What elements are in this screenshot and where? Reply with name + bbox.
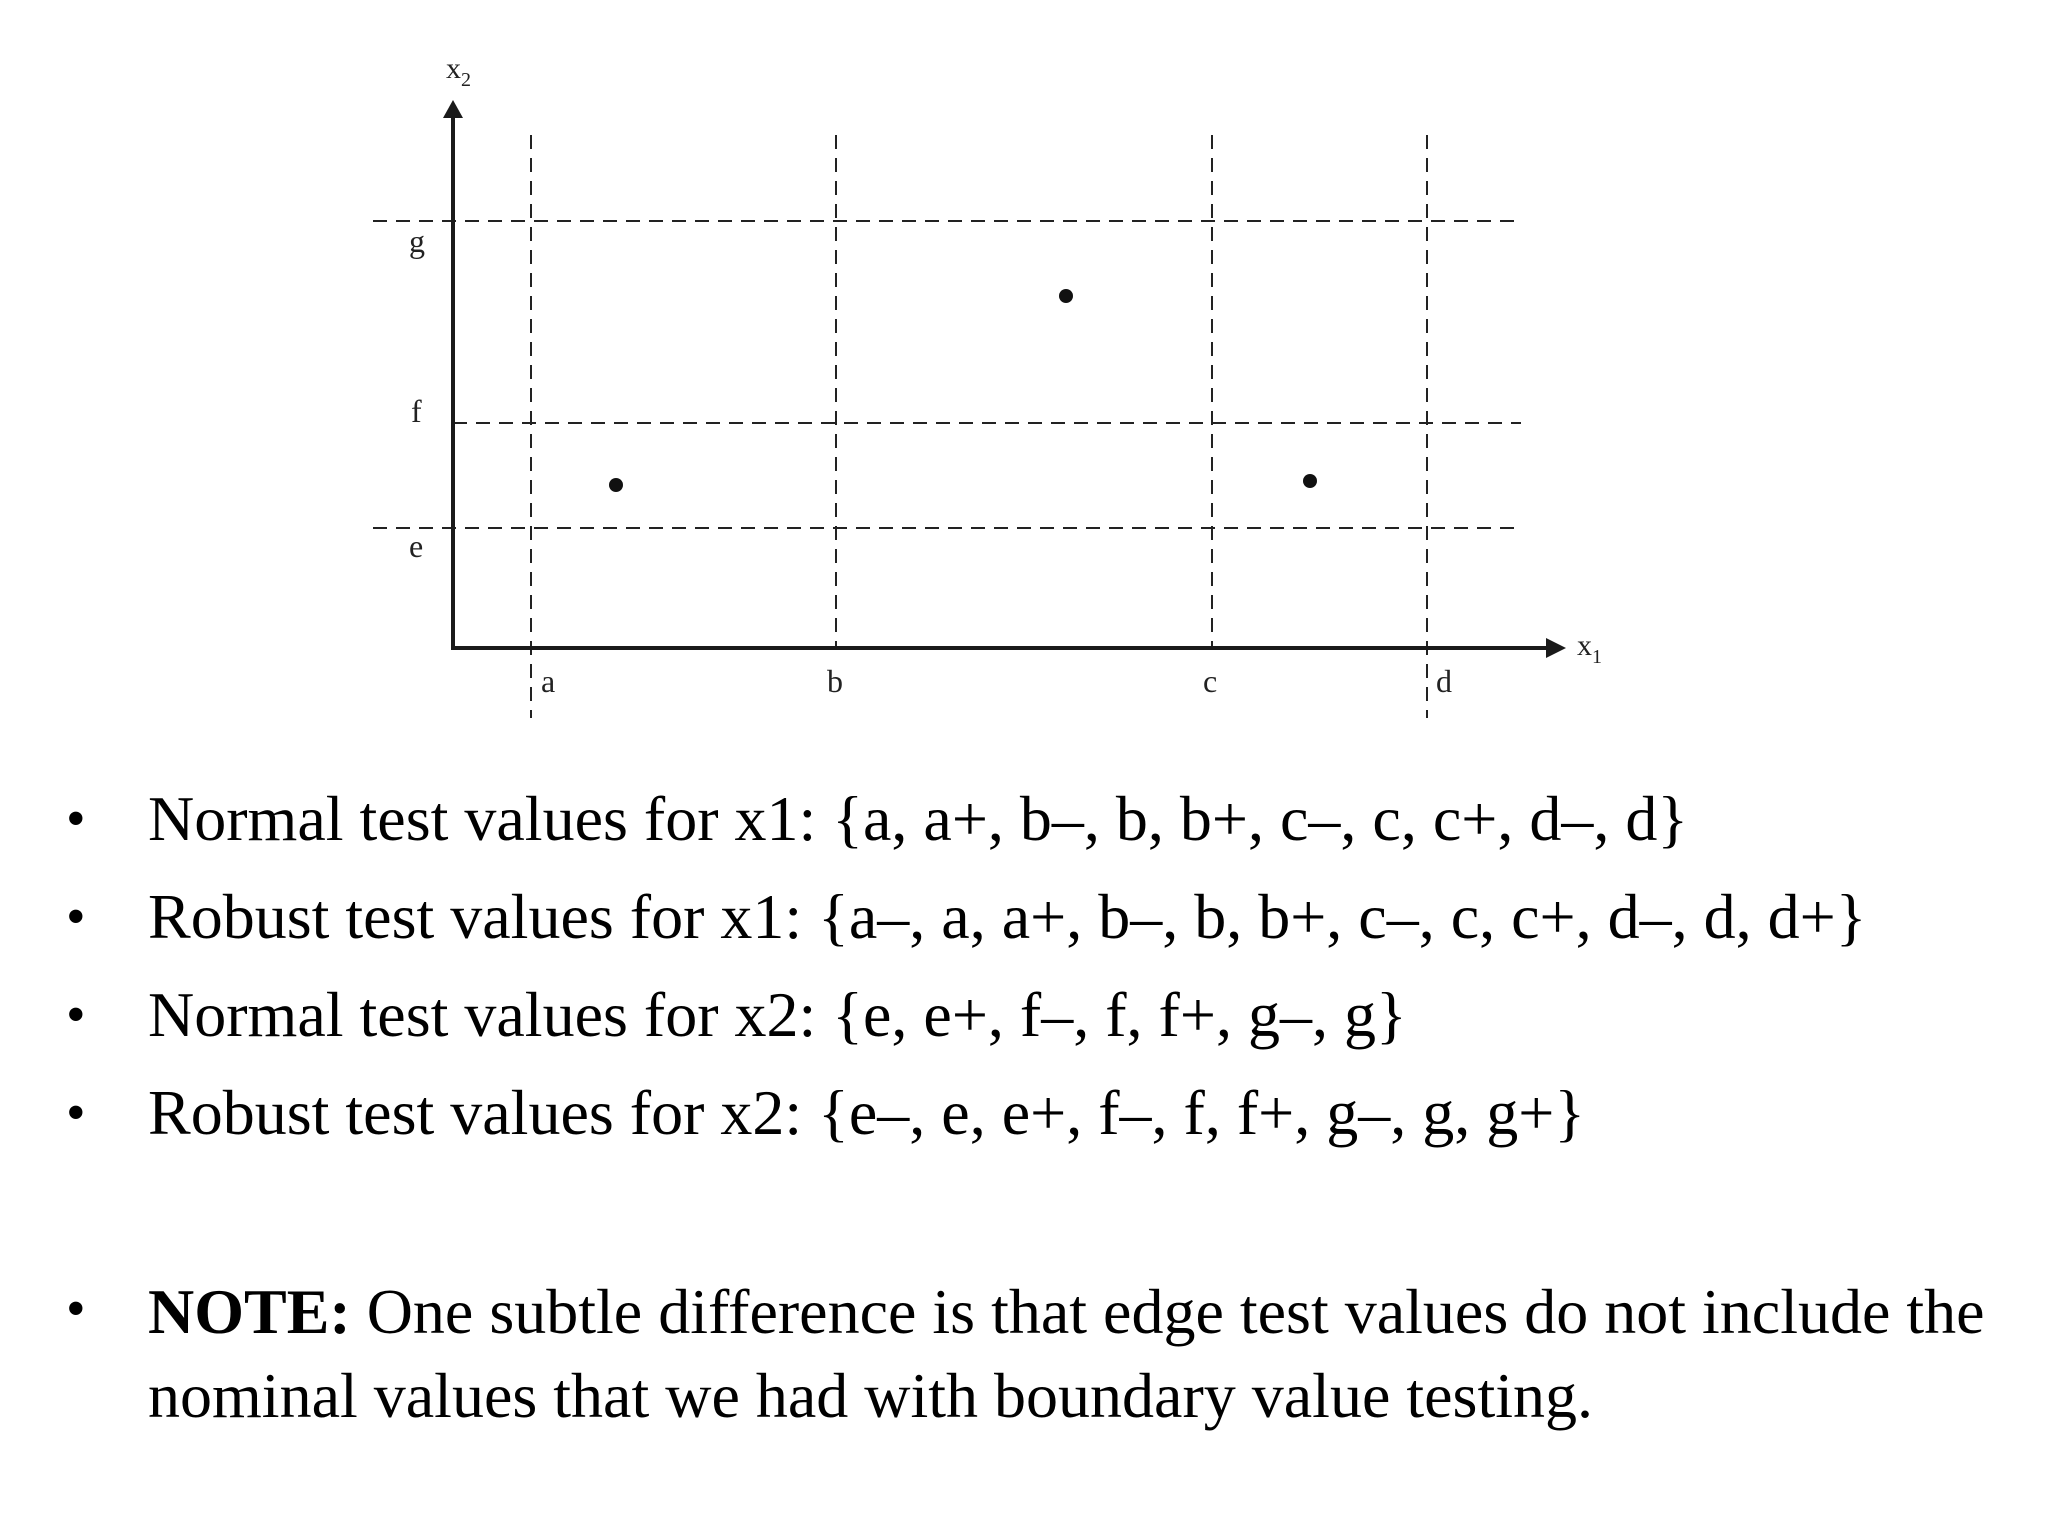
x-tick-b: b (827, 663, 843, 699)
x-axis-label: $x_1$ (1577, 629, 1602, 668)
y-tick-e: e (409, 528, 424, 564)
y-axis-arrow-icon (443, 100, 463, 118)
note-text (148, 1270, 2048, 1438)
y-axis-label: $x_2$ (446, 52, 471, 91)
x-tick-d: d (1436, 663, 1452, 699)
bullet-icon: • (66, 984, 86, 1046)
sample-point (609, 478, 623, 492)
bullet-icon: • (66, 788, 86, 850)
bullet-icon: • (66, 886, 86, 948)
y-tick-f: f (411, 393, 422, 429)
input-domain-diagram (0, 0, 2048, 760)
bullet-icon: • (66, 1082, 86, 1144)
x-tick-c: c (1203, 663, 1218, 699)
sample-point (1059, 289, 1073, 303)
bullet-text: Robust test values for x2: {e–, e, e+, f–, f, f+, g–, g, g+} (148, 1077, 1586, 1148)
bullet-text: Robust test values for x1: {a–, a, a+, b–, b, b+, c–, c, c+, d–, d, d+} (148, 881, 1867, 952)
bullet-icon: • (66, 1278, 86, 1340)
bullet-text: Normal test values for x1: {a, a+, b–, b, b+, c–, c, c+, d–, d} (148, 783, 1689, 854)
y-tick-g: g (409, 223, 425, 259)
x-tick-a: a (541, 663, 556, 699)
sample-point (1303, 474, 1317, 488)
x-axis-arrow-icon (1546, 638, 1566, 658)
bullet-text: Normal test values for x2: {e, e+, f–, f, f+, g–, g} (148, 979, 1407, 1050)
note-label: NOTE: (148, 1276, 351, 1347)
note-body: One subtle difference is that edge test values do not include the nominal values that we had with boundary value testing. (148, 1276, 1985, 1431)
